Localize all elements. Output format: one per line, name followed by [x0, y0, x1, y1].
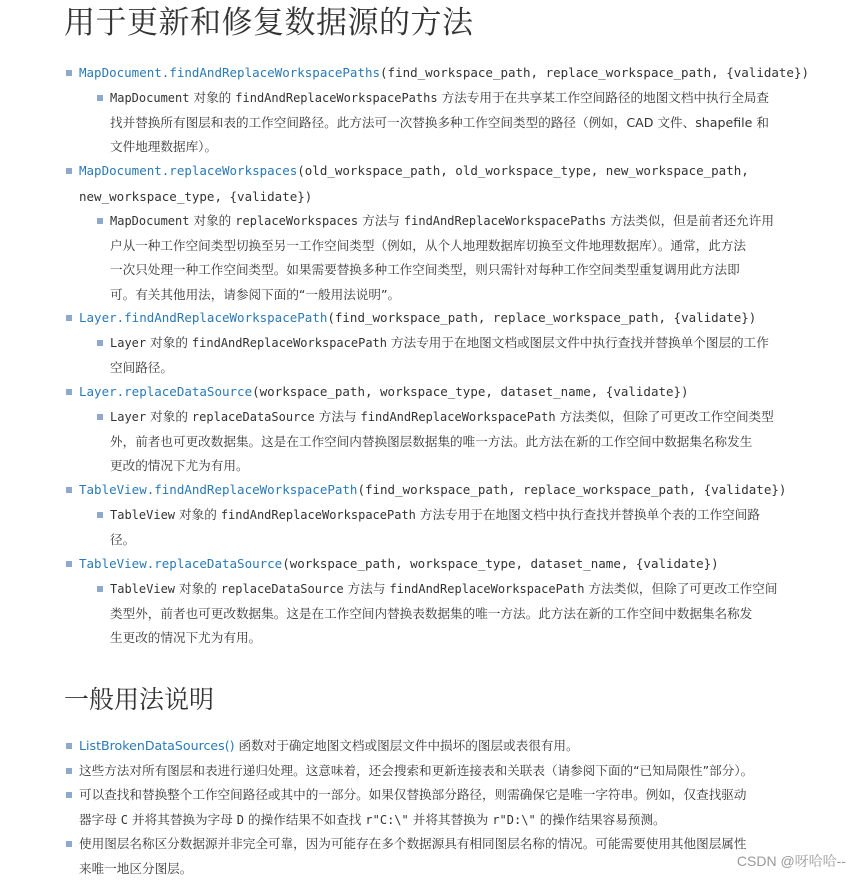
desc-text: 方法与	[344, 581, 390, 596]
note-text: 使用图层名称区分数据源并非完全可靠，因为可能存在多个数据源具有相同图层名称的情况。可能需要使用其他图层属性	[79, 832, 746, 857]
method-params: (find_workspace_path, replace_workspace_path, {validate})	[357, 482, 786, 497]
desc-text: 方法与	[358, 213, 404, 228]
note-item	[79, 759, 753, 784]
method-description	[110, 86, 769, 160]
method-params: (find_workspace_path, replace_workspace_path, {validate})	[327, 310, 756, 325]
class-name: Layer	[110, 336, 146, 350]
desc-text: 方法类似，但是前者还允许用	[606, 213, 774, 228]
bullet	[97, 340, 103, 346]
method-link[interactable]: Layer.findAndReplaceWorkspacePath	[79, 310, 327, 325]
bullet	[97, 414, 103, 420]
method-signature	[79, 306, 756, 332]
method-name: findAndReplaceWorkspacePaths	[404, 214, 606, 228]
note-text: 的操作结果容易预测。	[536, 812, 666, 827]
class-name: MapDocument	[110, 214, 189, 228]
note-text: 并将其替换为	[409, 812, 493, 827]
class-name: MapDocument	[110, 91, 189, 105]
desc-text: 更改的情况下尤为有用。	[110, 454, 774, 479]
desc-text: 找并替换所有图层和表的工作空间路径。此方法可一次替换多种工作空间类型的路径（例如，CAD 文件、shapefile 和	[110, 111, 769, 136]
method-description	[110, 209, 774, 307]
method-signature	[79, 61, 809, 87]
desc-text: 方法专用于在地图文档中执行查找并替换单个表的工作空间路	[416, 507, 760, 522]
bullet	[66, 561, 72, 567]
desc-text: 方法类似，但除了可更改工作空间类型	[556, 409, 774, 424]
method-params: (workspace_path, workspace_type, dataset_name, {validate})	[282, 556, 719, 571]
bullet	[66, 768, 72, 774]
method-description	[110, 577, 777, 651]
method-name: findAndReplaceWorkspacePath	[221, 508, 416, 522]
desc-text: 户从一种工作空间类型切换至另一工作空间类型（例如，从个人地理数据库切换至文件地理数据库）。通常，此方法	[110, 234, 774, 259]
method-link[interactable]: MapDocument.findAndReplaceWorkspacePaths	[79, 65, 380, 80]
method-params: (find_workspace_path, replace_workspace_path, {validate})	[380, 65, 809, 80]
method-name: replaceWorkspaces	[235, 214, 358, 228]
bullet	[66, 792, 72, 798]
desc-text: 对象的	[175, 507, 221, 522]
class-name: TableView	[110, 582, 175, 596]
method-name: findAndReplaceWorkspacePaths	[235, 91, 437, 105]
method-name: replaceDataSource	[221, 582, 344, 596]
desc-text: 外，前者也可更改数据集。这是在工作空间内替换图层数据集的唯一方法。此方法在新的工作空间中数据集名称发生	[110, 430, 774, 455]
desc-text: 方法类似，但除了可更改工作空间	[585, 581, 778, 596]
method-description	[110, 331, 769, 380]
section-title: 一般用法说明	[64, 682, 214, 718]
note-item	[79, 832, 746, 881]
bullet	[97, 95, 103, 101]
note-item	[79, 783, 746, 832]
desc-text: 方法与	[315, 409, 361, 424]
watermark: CSDN @呀哈哈--	[737, 851, 846, 871]
desc-text: 对象的	[146, 409, 192, 424]
note-text: 器字母	[79, 812, 121, 827]
note-text: 并将其替换为字母	[128, 812, 237, 827]
bullet	[66, 389, 72, 395]
class-name: Layer	[110, 410, 146, 424]
note-text: 这些方法对所有图层和表进行递归处理。这意味着，还会搜索和更新连接表和关联表（请参阅下面的“已知局限性”部分）。	[79, 759, 753, 784]
desc-text: 径。	[110, 528, 760, 553]
method-link[interactable]: MapDocument.replaceWorkspaces	[79, 163, 297, 178]
method-name: replaceDataSource	[192, 410, 315, 424]
desc-text: 可。有关其他用法，请参阅下面的“一般用法说明”。	[110, 283, 774, 308]
bullet	[66, 168, 72, 174]
desc-text: 对象的	[189, 90, 235, 105]
bullet	[66, 487, 72, 493]
note-text: 的操作结果不如查找	[244, 812, 365, 827]
method-signature	[79, 552, 719, 578]
method-description	[110, 405, 774, 479]
method-description	[110, 503, 760, 552]
desc-text: 生更改的情况下尤为有用。	[110, 626, 777, 651]
desc-text: 方法专用于在地图文档或图层文件中执行查找并替换单个图层的工作	[387, 335, 769, 350]
note-text: 来唯一地区分图层。	[79, 857, 746, 881]
method-params: new_workspace_type, {validate})	[79, 185, 749, 210]
bullet	[66, 315, 72, 321]
bullet	[66, 743, 72, 749]
desc-text: 对象的	[175, 581, 221, 596]
list-broken-data-sources-link[interactable]: ListBrokenDataSources()	[79, 738, 235, 753]
desc-text: 文件地理数据库）。	[110, 135, 769, 160]
method-name: findAndReplaceWorkspacePath	[192, 336, 387, 350]
method-params: (workspace_path, workspace_type, dataset_name, {validate})	[252, 384, 689, 399]
desc-text: 类型外，前者也可更改数据集。这是在工作空间内替换表数据集的唯一方法。此方法在新的工作空间中数据集名称发	[110, 602, 777, 627]
desc-text: 对象的	[189, 213, 235, 228]
method-link[interactable]: Layer.replaceDataSource	[79, 384, 252, 399]
note-text: 可以查找和替换整个工作空间路径或其中的一部分。如果仅替换部分路径，则需确保它是唯一字符串。例如，仅查找驱动	[79, 783, 746, 808]
bullet	[66, 841, 72, 847]
code-text: D	[237, 813, 244, 827]
method-signature	[79, 380, 689, 406]
code-text: C	[121, 813, 128, 827]
bullet	[97, 218, 103, 224]
desc-text: 一次只处理一种工作空间类型。如果需要替换多种工作空间类型，则只需针对每种工作空间类型重复调用此方法即	[110, 258, 774, 283]
bullet	[97, 512, 103, 518]
note-item	[79, 734, 579, 759]
desc-text: 方法专用于在共享某工作空间路径的地图文档中执行全局查	[438, 90, 769, 105]
method-signature	[79, 478, 786, 504]
method-link[interactable]: TableView.replaceDataSource	[79, 556, 282, 571]
class-name: TableView	[110, 508, 175, 522]
bullet	[97, 586, 103, 592]
method-name: findAndReplaceWorkspacePath	[389, 582, 584, 596]
note-text: 函数对于确定地图文档或图层文件中损坏的图层或表很有用。	[235, 738, 579, 753]
method-name: findAndReplaceWorkspacePath	[361, 410, 556, 424]
desc-text: 空间路径。	[110, 356, 769, 381]
page-title: 用于更新和修复数据源的方法	[64, 2, 474, 44]
desc-text: 对象的	[146, 335, 192, 350]
bullet	[66, 70, 72, 76]
code-text: r"C:\"	[365, 813, 408, 827]
method-link[interactable]: TableView.findAndReplaceWorkspacePath	[79, 482, 357, 497]
method-params: (old_workspace_path, old_workspace_type, new_workspace_path,	[297, 163, 749, 178]
code-text: r"D:\"	[492, 813, 535, 827]
method-signature	[79, 159, 749, 209]
